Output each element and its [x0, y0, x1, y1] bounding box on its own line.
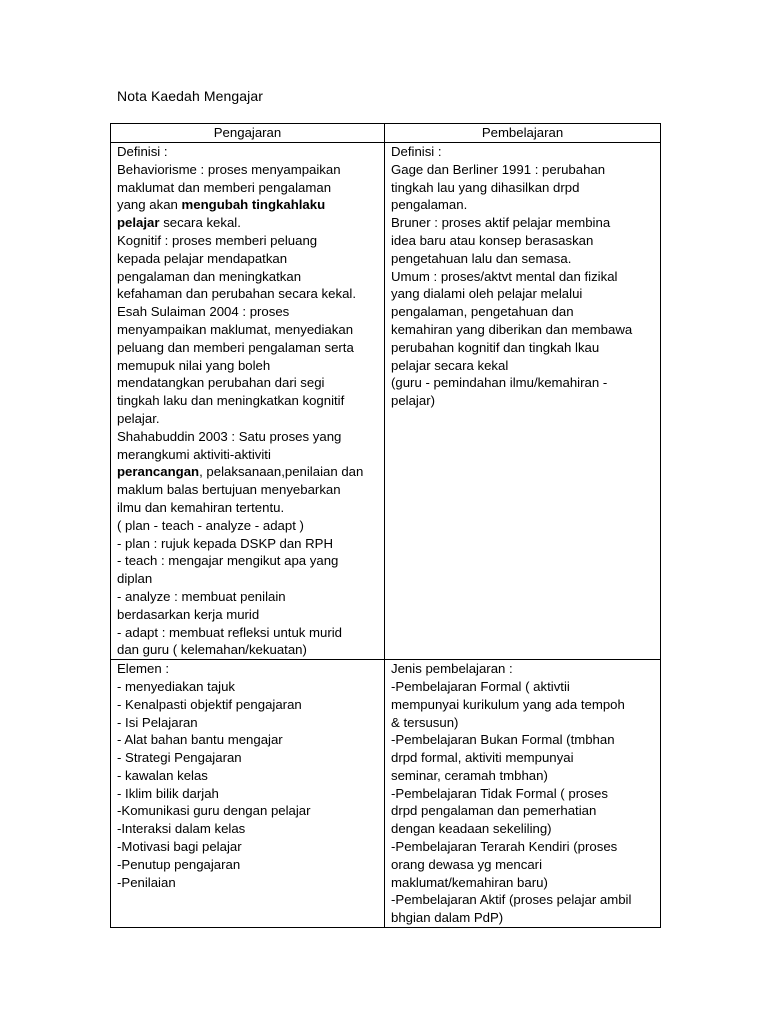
header-pembelajaran: Pembelajaran	[385, 124, 661, 143]
table-row-definisi	[111, 143, 661, 660]
cell-line: - adapt : membuat refleksi untuk murid	[117, 624, 343, 640]
cell-line: diplan	[117, 571, 153, 587]
cell-line: mendatangkan perubahan dari segi	[117, 375, 325, 391]
cell-line	[117, 196, 378, 214]
cell-line: merangkumi aktiviti-aktiviti	[117, 446, 271, 462]
cell-line: tingkah lau yang dihasilkan drpd	[391, 179, 580, 195]
cell-line: kemahiran yang diberikan dan membawa	[391, 321, 633, 337]
cell-line: Elemen :	[117, 661, 170, 677]
cell-line: Kognitif : proses memberi peluang	[117, 232, 318, 248]
cell-line: Definisi :	[391, 144, 442, 159]
cell-line: - kawalan kelas	[117, 767, 208, 783]
cell-line: drpd formal, aktiviti mempunyai	[391, 750, 574, 766]
cell-line: Esah Sulaiman 2004 : proses	[117, 304, 290, 320]
cell-line: ( plan - teach - analyze - adapt )	[117, 517, 304, 533]
cell-line: perubahan kognitif dan tingkah lkau	[391, 339, 600, 355]
cell-line: maklumat dan memberi pengalaman	[117, 179, 332, 195]
cell-text: , pelaksanaan,penilaian dan	[199, 464, 364, 480]
cell-pengajaran-definisi	[111, 143, 385, 660]
cell-line: Umum : proses/aktvt mental dan fizikal	[391, 268, 618, 284]
cell-line: - teach : mengajar mengikut apa yang	[117, 553, 339, 569]
cell-line: mempunyai kurikulum yang ada tempoh	[391, 696, 625, 712]
cell-line: Jenis pembelajaran :	[391, 661, 513, 677]
cell-line: maklumat/kemahiran baru)	[391, 874, 548, 890]
cell-line: pelajar secara kekal	[391, 357, 509, 373]
cell-line: dan guru ( kelemahan/kekuatan)	[117, 642, 307, 658]
cell-line: & tersusun)	[391, 714, 459, 730]
cell-text: secara kekal.	[159, 215, 241, 231]
cell-line: orang dewasa yg mencari	[391, 856, 543, 872]
cell-line: Behaviorisme : proses menyampaikan	[117, 161, 341, 177]
cell-line: -Pembelajaran Tidak Formal ( proses	[391, 785, 608, 801]
cell-line: -Pembelajaran Bukan Formal (tmbhan	[391, 732, 615, 748]
cell-line: pengalaman, pengetahuan dan	[391, 304, 574, 320]
table-row-elemen	[111, 660, 661, 928]
cell-line: -Komunikasi guru dengan pelajar	[117, 803, 311, 819]
cell-pembelajaran-definisi	[385, 143, 661, 660]
cell-line: idea baru atau konsep berasaskan	[391, 232, 594, 248]
cell-line: pengalaman.	[391, 197, 468, 213]
cell-line: pelajar)	[391, 393, 435, 409]
cell-line: - Kenalpasti objektif pengajaran	[117, 696, 302, 712]
document-title: Nota Kaedah Mengajar	[117, 88, 263, 104]
cell-line: - Iklim bilik darjah	[117, 785, 219, 801]
bold-text: pelajar	[117, 215, 160, 231]
cell-line: - Alat bahan bantu mengajar	[117, 732, 283, 748]
cell-line: maklum balas bertujuan menyebarkan	[117, 482, 341, 498]
bold-text: perancangan	[117, 464, 200, 480]
cell-line: -Penilaian	[117, 874, 176, 890]
cell-line: kefahaman dan perubahan secara kekal.	[117, 286, 357, 302]
cell-pembelajaran-jenis	[385, 660, 661, 928]
cell-line	[117, 214, 378, 232]
cell-line: - analyze : membuat penilain	[117, 588, 286, 604]
cell-line: tingkah laku dan meningkatkan kognitif	[117, 393, 345, 409]
cell-text: yang akan	[117, 197, 182, 213]
cell-line: peluang dan memberi pengalaman serta	[117, 339, 354, 355]
cell-line: -Penutup pengajaran	[117, 856, 241, 872]
cell-line: -Interaksi dalam kelas	[117, 821, 246, 837]
cell-line: pengalaman dan meningkatkan	[117, 268, 302, 284]
cell-line: Definisi :	[117, 144, 168, 159]
cell-line: menyampaikan maklumat, menyediakan	[117, 321, 354, 337]
cell-line: kepada pelajar mendapatkan	[117, 250, 288, 266]
header-pengajaran: Pengajaran	[111, 124, 385, 143]
cell-line: (guru - pemindahan ilmu/kemahiran -	[391, 375, 608, 391]
cell-line: -Pembelajaran Terarah Kendiri (proses	[391, 839, 618, 855]
cell-line: ilmu dan kemahiran tertentu.	[117, 499, 285, 515]
cell-line: Shahabuddin 2003 : Satu proses yang	[117, 428, 342, 444]
cell-line: berdasarkan kerja murid	[117, 606, 260, 622]
cell-line: -Pembelajaran Formal ( aktivtii	[391, 678, 570, 694]
cell-line: seminar, ceramah tmbhan)	[391, 767, 548, 783]
cell-line: - Strategi Pengajaran	[117, 750, 242, 766]
cell-line: memupuk nilai yang boleh	[117, 357, 271, 373]
cell-line: -Motivasi bagi pelajar	[117, 839, 242, 855]
cell-line: dengan keadaan sekeliling)	[391, 821, 552, 837]
cell-line: pelajar.	[117, 410, 160, 426]
cell-line: Gage dan Berliner 1991 : perubahan	[391, 161, 606, 177]
cell-line: - menyediakan tajuk	[117, 678, 236, 694]
cell-line: Bruner : proses aktif pelajar membina	[391, 215, 611, 231]
table-header-row	[111, 124, 661, 143]
cell-line	[117, 463, 378, 481]
cell-pengajaran-elemen	[111, 660, 385, 928]
cell-line: -Pembelajaran Aktif (proses pelajar ambil	[391, 892, 632, 908]
cell-line: drpd pengalaman dan pemerhatian	[391, 803, 597, 819]
cell-line: - Isi Pelajaran	[117, 714, 198, 730]
cell-line: bhgian dalam PdP)	[391, 910, 504, 926]
cell-line: - plan : rujuk kepada DSKP dan RPH	[117, 535, 334, 551]
cell-line: pengetahuan lalu dan semasa.	[391, 250, 572, 266]
notes-table	[110, 123, 661, 928]
cell-line: yang dialami oleh pelajar melalui	[391, 286, 583, 302]
bold-text: mengubah tingkahlaku	[181, 197, 326, 213]
